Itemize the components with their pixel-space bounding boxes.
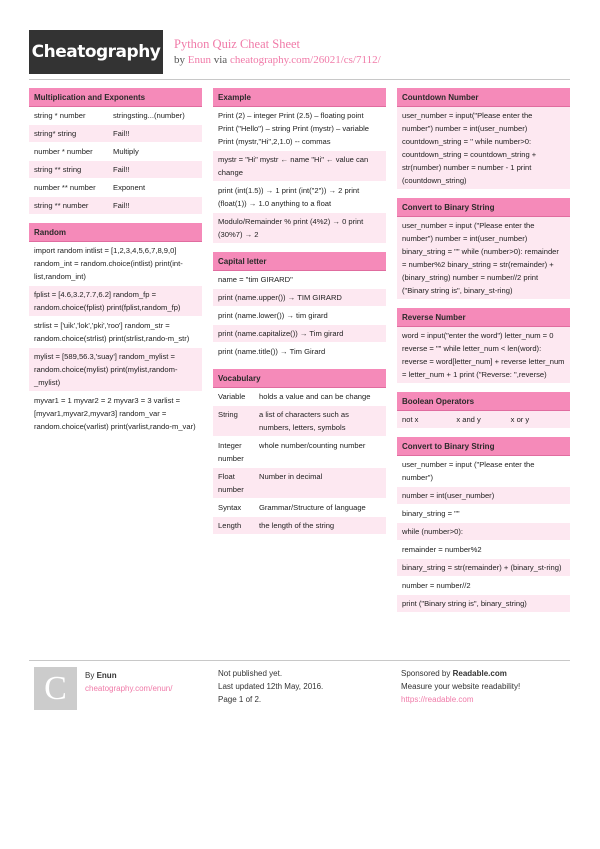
table-row [29, 107, 202, 125]
section-heading: Multiplication and Exponents [29, 88, 202, 107]
sheet-url-link[interactable]: cheatography.com/26021/cs/7112/ [229, 54, 381, 66]
row-key: string ** number [34, 201, 89, 210]
table-row: print (name.capitalize()) → Tim girard [213, 325, 386, 343]
table-row: number = number//2 [397, 577, 570, 595]
sponsor-prefix: Sponsored by [401, 669, 451, 678]
section-body [213, 388, 386, 535]
section-countdown [397, 88, 570, 190]
table-row: import random intlist = [1,2,3,4,5,6,7,8,9,0] random_int = random.choice(intlist) print(int-list,random_int) [29, 242, 202, 286]
column-3 [397, 88, 570, 621]
row-value: Fail!! [113, 129, 130, 138]
last-updated: Last updated 12th May, 2016. [218, 682, 324, 691]
boolean-not: not x [402, 415, 419, 424]
row-value: Fail!! [113, 165, 130, 174]
page-number: Page 1 of 2. [218, 695, 262, 704]
table-row: strlist = ['uik','lok','pki','roo'] random_str = random.choice(strlist) print(strlist,rando-m_str) [29, 317, 202, 348]
section-vocabulary [213, 369, 386, 535]
table-row: remainder = number%2 [397, 541, 570, 559]
table-row [213, 517, 386, 535]
byline-by: by [174, 54, 185, 66]
row-value: whole number/counting number [259, 441, 366, 450]
row-key: number * number [34, 147, 93, 156]
footer-author-link[interactable]: cheatography.com/enun/ [85, 684, 173, 693]
table-row: word = input("enter the word") letter_num = 0 reverse = "" while letter_num < len(word): reverse = word[letter_num] + reverse letter_num = letter_num + 1 print ("Reverse: ",reverse) [397, 327, 570, 384]
table-row [213, 468, 386, 499]
section-body [397, 456, 570, 613]
title-block [174, 37, 381, 67]
row-value: Multiply [113, 147, 139, 156]
row-key: Integer number [218, 441, 244, 463]
table-row: fplist = [4.6,3.2,7.7,6.2] random_fp = random.choice(fplist) print(fplist,random_fp) [29, 286, 202, 317]
sheet-title: Python Quiz Cheat Sheet [174, 37, 301, 51]
section-heading: Convert to Binary String [397, 437, 570, 456]
section-body [397, 411, 570, 429]
table-row: while (number>0): [397, 523, 570, 541]
section-body [397, 327, 570, 384]
row-key: string * number [34, 111, 86, 120]
section-body [29, 107, 202, 215]
table-row: print ("Binary string is", binary_string) [397, 595, 570, 613]
section-heading: Reverse Number [397, 308, 570, 327]
cheatography-logo[interactable]: Cheatography [29, 30, 163, 74]
row-value: Exponent [113, 183, 146, 192]
page-header [29, 30, 570, 74]
section-body [213, 271, 386, 361]
section-multiplication [29, 88, 202, 215]
table-row: user_number = input ("Please enter the number") [397, 456, 570, 487]
footer-author-name[interactable]: Enun [96, 671, 117, 680]
table-row: binary_string = "" [397, 505, 570, 523]
section-heading: Capital letter [213, 252, 386, 271]
boolean-and: x and y [456, 415, 481, 424]
table-row: Modulo/Remainder % print (4%2) → 0 print (30%7) → 2 [213, 213, 386, 244]
section-example [213, 88, 386, 244]
table-row: number = int(user_number) [397, 487, 570, 505]
table-row: myvar1 = 1 myvar2 = 2 myvar3 = 3 varlist = [myvar1,myvar2,myvar3] random_var = random.choice(varlist) print(varlist,rando-m_var) [29, 392, 202, 436]
section-heading: Boolean Operators [397, 392, 570, 411]
section-random [29, 223, 202, 436]
row-key: Length [218, 521, 242, 530]
row-value: the length of the string [259, 521, 335, 530]
table-row: user_number = input("Please enter the number") number = int(user_number) countdown_string = '' while number>0: countdown_string = countdown_string + str(number) number = number - 1 print (countdown_string) [397, 107, 570, 190]
table-row: mystr = "Hi" mystr ← name "Hi" ← value can change [213, 151, 386, 182]
byline-via: via [213, 54, 228, 66]
table-row [29, 143, 202, 161]
row-key: Variable [218, 392, 246, 401]
table-row: name = "tim GIRARD" [213, 271, 386, 289]
row-key: string ** string [34, 165, 82, 174]
table-row: user_number = input ("Please enter the number") number = int(user_number) binary_string = "" while (number>0): remainder = number%2 binary_string = str(remainder) + (binary_string) number = number//2 print ("Binary string is", binary_st-ring) [397, 217, 570, 300]
row-key: Float number [218, 472, 244, 494]
section-heading: Random [29, 223, 202, 242]
section-heading: Countdown Number [397, 88, 570, 107]
byline [174, 53, 381, 67]
row-value: Grammar/Structure of language [259, 503, 366, 512]
row-key: String [218, 410, 238, 419]
footer-by: By [85, 671, 95, 680]
sponsor-tagline: Measure your website readability! [401, 682, 521, 691]
sponsor-line [401, 667, 571, 680]
table-row: mylist = [589,56.3,'suay'] random_mylist = random.choice(mylist) print(mylist,random-_mylist) [29, 348, 202, 392]
table-row [29, 179, 202, 197]
header-divider [29, 79, 570, 80]
author-link[interactable]: Enun [187, 54, 211, 66]
footer-sponsor [401, 667, 571, 706]
avatar[interactable]: C [34, 667, 77, 710]
section-binary-2 [397, 437, 570, 613]
footer-meta [218, 667, 388, 706]
boolean-or: x or y [510, 415, 530, 424]
table-row [397, 411, 570, 429]
row-key: number ** number [34, 183, 96, 192]
sponsor-name[interactable]: Readable.com [452, 669, 507, 678]
section-body [397, 217, 570, 300]
footer-by-line [85, 669, 215, 682]
section-heading: Example [213, 88, 386, 107]
section-boolean [397, 392, 570, 429]
row-value: stringsting...(number) [113, 111, 185, 120]
section-body [397, 107, 570, 190]
section-body [29, 242, 202, 436]
table-row [29, 161, 202, 179]
column-2 [213, 88, 386, 543]
section-heading: Convert to Binary String [397, 198, 570, 217]
row-key: Syntax [218, 503, 242, 512]
row-value: holds a value and can be change [259, 392, 371, 401]
section-capital-letter [213, 252, 386, 361]
row-value: Number in decimal [259, 472, 323, 481]
row-key: string* string [34, 129, 77, 138]
table-row: print (name.title()) → Tim Girard [213, 343, 386, 361]
table-row [213, 388, 386, 406]
table-row: Print (2) – integer Print (2.5) – floating point Print ("Hello") – string Print (mystr) – variable Print (mystr,"Hi",2,1.0) -- commas [213, 107, 386, 151]
section-heading: Vocabulary [213, 369, 386, 388]
table-row [29, 125, 202, 143]
footer-author-text [85, 669, 215, 695]
table-row [213, 406, 386, 437]
table-row: print (name.upper()) → TIM GIRARD [213, 289, 386, 307]
footer-divider [29, 660, 570, 661]
row-value: Fail!! [113, 201, 130, 210]
table-row: binary_string = str(remainder) + (binary_st-ring) [397, 559, 570, 577]
section-body [213, 107, 386, 244]
table-row: print (name.lower()) → tim girard [213, 307, 386, 325]
section-reverse [397, 308, 570, 384]
table-row [213, 437, 386, 468]
row-value: a list of characters such as numbers, letters, symbols [259, 410, 349, 432]
sponsor-link[interactable]: https://readable.com [401, 695, 474, 704]
column-1 [29, 88, 202, 444]
table-row: print (int(1.5)) → 1 print (int("2")) → 2 print (float(1)) → 1.0 anything to a float [213, 182, 386, 213]
table-row [213, 499, 386, 517]
published-status: Not published yet. [218, 669, 283, 678]
section-binary-1 [397, 198, 570, 300]
table-row [29, 197, 202, 215]
